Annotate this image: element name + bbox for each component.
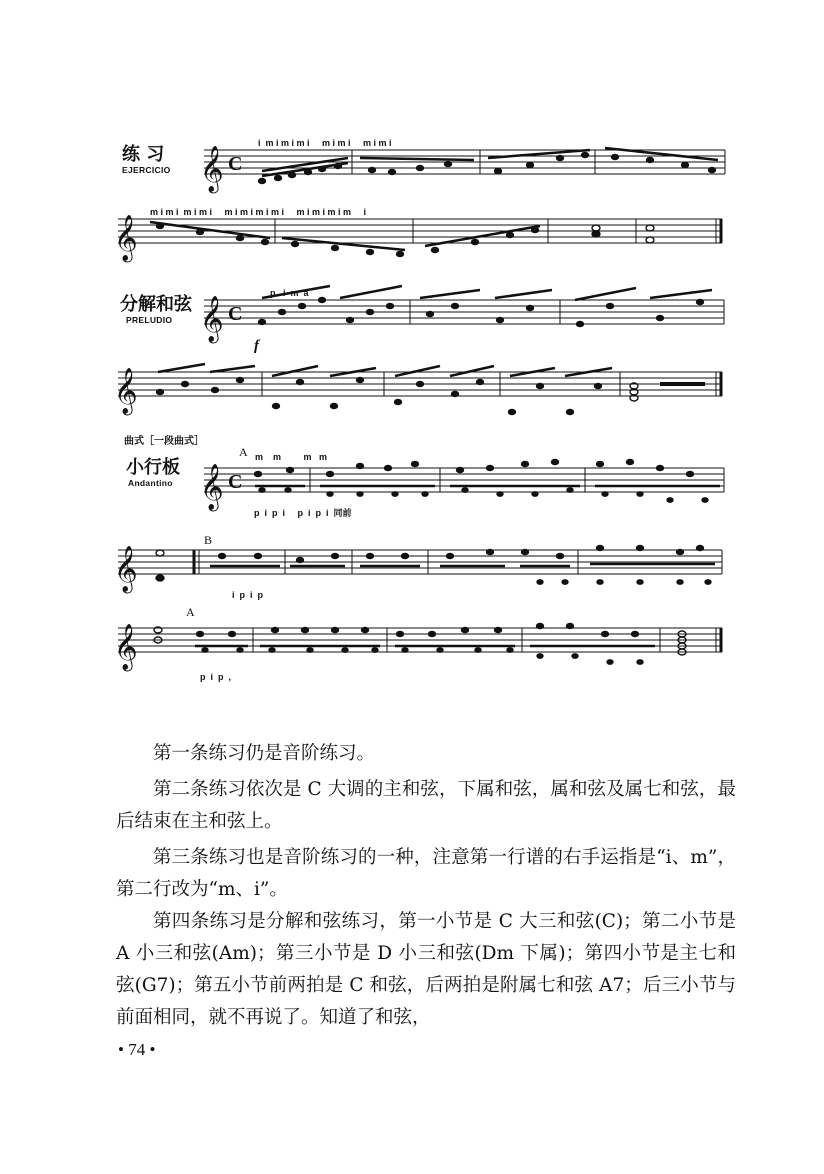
notes-staff-6 bbox=[156, 545, 715, 584]
svg-text:A: A bbox=[186, 605, 195, 619]
paragraph-1: 第一条练习仍是音阶练习。 bbox=[153, 743, 376, 764]
svg-text:𝄞: 𝄞 bbox=[200, 464, 224, 510]
svg-text:𝄞: 𝄞 bbox=[200, 146, 224, 192]
svg-text:A: A bbox=[239, 445, 248, 459]
svg-text:f: f bbox=[254, 338, 259, 354]
staff-7 bbox=[118, 628, 722, 652]
notes-staff-1 bbox=[259, 148, 719, 184]
svg-text:𝄞: 𝄞 bbox=[114, 215, 138, 261]
notes-staff-7 bbox=[154, 623, 686, 664]
exercise2-subtitle: PRELUDIO bbox=[126, 315, 173, 325]
svg-text:p i p ,: p i p , bbox=[200, 672, 231, 682]
exercise3-title: 小行板 bbox=[126, 457, 180, 478]
svg-text:p i p i p i p i 同前: p i p i p i p i 同前 bbox=[254, 508, 352, 518]
svg-text:B: B bbox=[204, 533, 213, 547]
exercise1-title: 练 习 bbox=[122, 144, 165, 165]
svg-text:i p i p: i p i p bbox=[232, 590, 263, 600]
svg-text:m i m i m i m i m i m i m: m i m i m i m i m i m i m i m i m i m i m i m i bbox=[150, 207, 367, 217]
exercise3-form-label: 曲式［一段曲式］ bbox=[124, 436, 204, 447]
exercise1-subtitle: EJERCICIO bbox=[122, 165, 171, 175]
svg-text:C: C bbox=[228, 471, 243, 493]
paragraph-4: 第四条练习是分解和弦练习，第一小节是 C 大三和弦(C)；第二小节是 A 小三和弦(Am)；第三小节是 D 小三和弦(Dm 下属)；第四小节是主七和弦(G7)；第五小节前两拍是 C 和弦，后两拍是附属七和弦 A7；后三小节与前面相同，就不再说了。知道了和弦， bbox=[116, 911, 736, 1028]
page-number: • 74 • bbox=[118, 1040, 156, 1059]
svg-text:𝄞: 𝄞 bbox=[114, 624, 138, 670]
svg-text:m m m m: m m m m bbox=[255, 452, 328, 462]
svg-text:p i m a: p i m a bbox=[270, 288, 309, 298]
staff-6 bbox=[118, 550, 722, 574]
svg-text:C: C bbox=[228, 303, 243, 325]
fingering-annotations bbox=[150, 138, 392, 682]
notes-staff-5 bbox=[255, 459, 721, 502]
svg-text:𝄞: 𝄞 bbox=[114, 368, 138, 414]
svg-text:𝄞: 𝄞 bbox=[200, 296, 224, 342]
svg-text:C: C bbox=[228, 153, 243, 175]
exercise3-subtitle: Andantino bbox=[128, 478, 173, 488]
time-signatures bbox=[228, 153, 242, 493]
svg-text:i m i m i m i m i m i: i m i m i m i m i m i m i m i bbox=[258, 138, 392, 148]
svg-text:𝄞: 𝄞 bbox=[114, 546, 138, 592]
paragraph-2: 第二条练习依次是 C 大调的主和弦，下属和弦，属和弦及属七和弦，最后结束在主和弦上。 bbox=[116, 779, 736, 832]
exercise2-title: 分解和弦 bbox=[120, 294, 192, 315]
notes-staff-2 bbox=[150, 222, 654, 257]
paragraph-3: 第三条练习也是音阶练习的一种，注意第一行谱的右手运指是“i、m”，第二行改为“m、i”。 bbox=[116, 847, 736, 900]
